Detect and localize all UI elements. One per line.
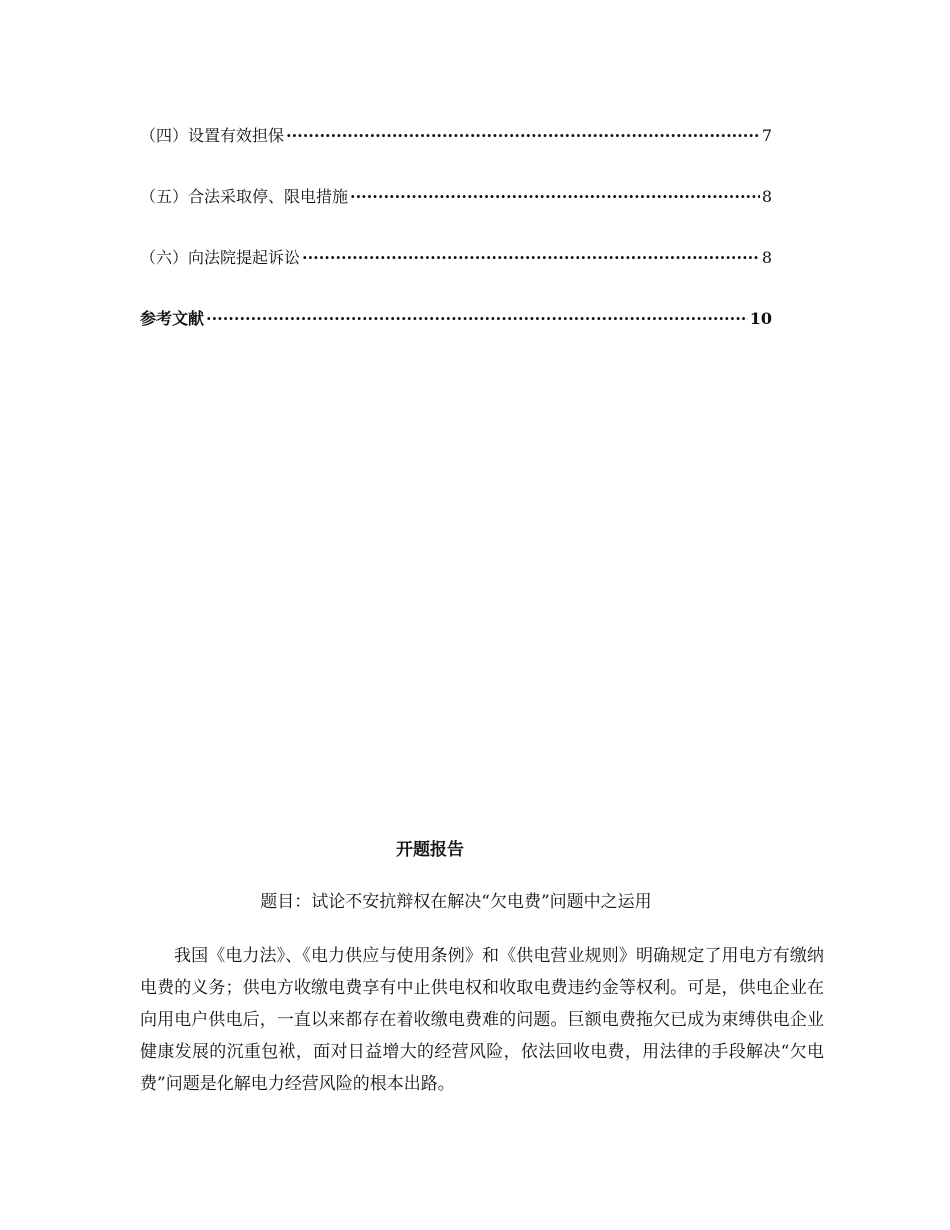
report-subtitle: 题目：试论不安抗辩权在解决“欠电费”问题中之运用	[260, 892, 652, 912]
toc-entry-page: 10	[749, 309, 772, 328]
report-body-paragraph: 我国《电力法》、《电力供应与使用条例》和《供电营业规则》明确规定了用电方有缴纳电费的义务；供电方收缴电费享有中止供电权和收取电费违约金等权利。可是，供电企业在向用电户供电后，一直以来都存在着收缴电费难的问题。巨额电费拖欠已成为束缚供电企业健康发展的沉重包袱，面对日益增大的经营风险，依法回收电费，用法律的手段解决“欠电费”问题是化解电力经营风险的根本出路。	[140, 946, 824, 1094]
toc-leader-dots	[286, 122, 760, 150]
toc-entry-label: （四）设置有效担保	[140, 126, 285, 145]
table-of-contents	[140, 122, 772, 366]
toc-entry-6	[140, 244, 772, 305]
toc-leader-dots	[206, 305, 748, 333]
toc-entry-label: 参考文献	[140, 309, 205, 328]
toc-leader-dots	[350, 183, 760, 211]
toc-leader-dots	[302, 244, 760, 272]
toc-entry-references	[140, 305, 772, 366]
report-title: 开题报告	[396, 840, 464, 860]
toc-entry-4	[140, 122, 772, 183]
toc-entry-page: 8	[761, 187, 772, 206]
toc-entry-5	[140, 183, 772, 244]
toc-entry-page: 8	[761, 248, 772, 267]
toc-entry-page: 7	[761, 126, 772, 145]
toc-entry-label: （五）合法采取停、限电措施	[140, 187, 349, 206]
toc-entry-label: （六）向法院提起诉讼	[140, 248, 301, 267]
